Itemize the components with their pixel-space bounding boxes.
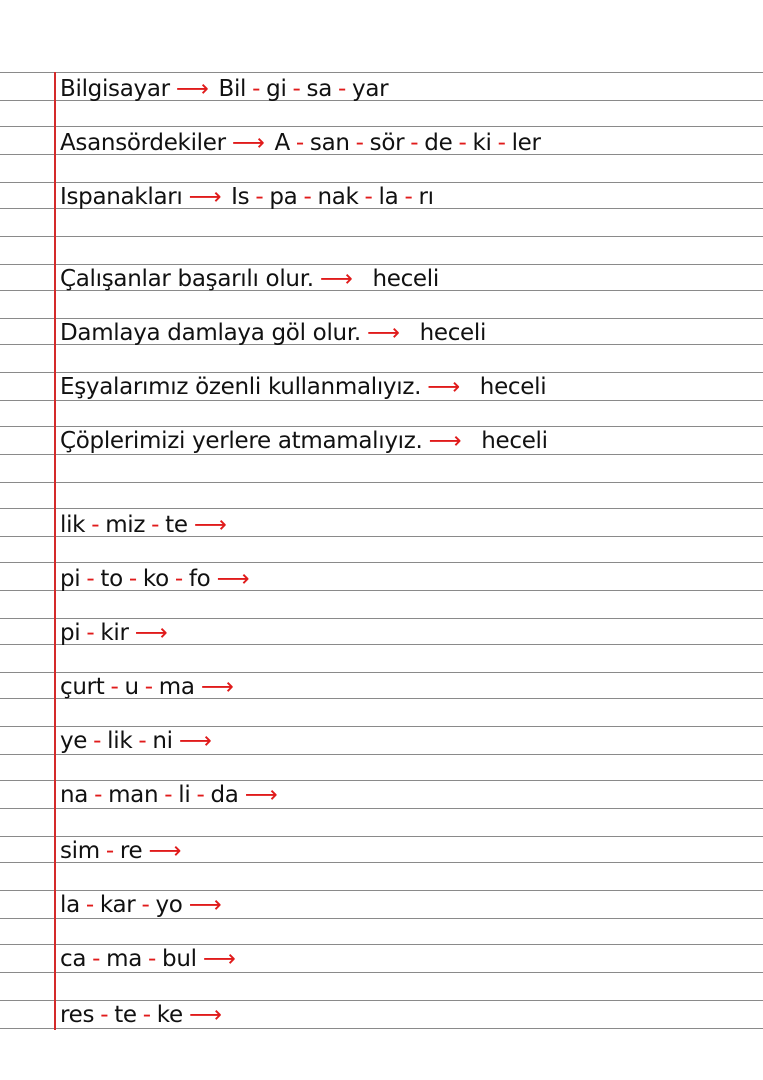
syllable: u bbox=[124, 674, 139, 700]
arrow-icon: ⟶ bbox=[244, 782, 278, 808]
syllable: de bbox=[424, 130, 453, 156]
word-row bbox=[60, 128, 541, 158]
syllable-dash: - bbox=[100, 1002, 109, 1028]
sentence-row bbox=[60, 372, 546, 402]
syllable-dash: - bbox=[151, 512, 160, 538]
syllable: miz bbox=[105, 512, 146, 538]
syllable: gi bbox=[266, 76, 287, 102]
arrow-icon: ⟶ bbox=[193, 512, 227, 538]
sentence-row bbox=[60, 318, 486, 348]
syllable: rı bbox=[418, 184, 434, 210]
sentence-row bbox=[60, 264, 439, 294]
syllable: kir bbox=[100, 620, 129, 646]
syllable-dash: - bbox=[196, 782, 205, 808]
syllable: fo bbox=[188, 566, 211, 592]
syllable: ler bbox=[511, 130, 541, 156]
syllable-dash: - bbox=[92, 946, 101, 972]
syllable: da bbox=[210, 782, 239, 808]
syllable-dash: - bbox=[105, 838, 114, 864]
syllable: sim bbox=[60, 838, 100, 864]
syllable: lik bbox=[60, 512, 86, 538]
scrambled-row bbox=[60, 672, 243, 702]
arrow-icon: ⟶ bbox=[202, 946, 236, 972]
ruled-line bbox=[0, 482, 763, 483]
syllable: res bbox=[60, 1002, 95, 1028]
syllable: nak bbox=[317, 184, 359, 210]
arrow-icon: ⟶ bbox=[148, 838, 182, 864]
syllable: çurt bbox=[60, 674, 105, 700]
syllable: san bbox=[309, 130, 350, 156]
scrambled-row bbox=[60, 726, 221, 756]
word-row bbox=[60, 74, 388, 104]
ruled-line bbox=[0, 126, 763, 127]
syllable-dash: - bbox=[295, 130, 304, 156]
syllable: ke bbox=[156, 1002, 183, 1028]
syllable-dash: - bbox=[85, 892, 94, 918]
syllable-dash: - bbox=[404, 184, 413, 210]
ruled-line bbox=[0, 72, 763, 73]
syllable: te bbox=[114, 1002, 137, 1028]
syllable: sa bbox=[306, 76, 333, 102]
syllable: Is bbox=[231, 184, 250, 210]
syllable: ye bbox=[60, 728, 88, 754]
heceli-label: heceli bbox=[372, 266, 439, 292]
syllable: na bbox=[60, 782, 89, 808]
syllable: lik bbox=[107, 728, 133, 754]
scrambled-row bbox=[60, 618, 177, 648]
syllable-dash: - bbox=[458, 130, 467, 156]
arrow-icon: ⟶ bbox=[178, 728, 212, 754]
arrow-icon: ⟶ bbox=[188, 1002, 222, 1028]
syllable: bul bbox=[162, 946, 197, 972]
syllable-dash: - bbox=[410, 130, 419, 156]
syllable-dash: - bbox=[144, 674, 153, 700]
syllable: Bil bbox=[218, 76, 247, 102]
sentence-text: Çöplerimizi yerlere atmamalıyız. bbox=[60, 428, 423, 454]
syllable-dash: - bbox=[338, 76, 347, 102]
heceli-label: heceli bbox=[419, 320, 487, 346]
arrow-icon: ⟶ bbox=[188, 184, 222, 210]
syllable-dash: - bbox=[86, 566, 95, 592]
syllable-dash: - bbox=[164, 782, 173, 808]
syllable: yar bbox=[352, 76, 389, 102]
scrambled-row bbox=[60, 780, 287, 810]
syllable: sör bbox=[369, 130, 405, 156]
syllable-dash: - bbox=[364, 184, 373, 210]
syllable-dash: - bbox=[93, 728, 102, 754]
syllable-dash: - bbox=[303, 184, 312, 210]
ruled-line bbox=[0, 562, 763, 563]
margin-line bbox=[54, 72, 56, 1030]
syllable: pi bbox=[60, 620, 81, 646]
syllable: li bbox=[178, 782, 191, 808]
scrambled-row bbox=[60, 944, 245, 974]
syllable-dash: - bbox=[138, 728, 147, 754]
syllable: la bbox=[378, 184, 399, 210]
syllable-dash: - bbox=[355, 130, 364, 156]
syllable: re bbox=[119, 838, 143, 864]
sentence-text: Çalışanlar başarılı olur. bbox=[60, 266, 314, 292]
syllable: pa bbox=[269, 184, 298, 210]
syllable-dash: - bbox=[292, 76, 301, 102]
syllable: to bbox=[100, 566, 123, 592]
arrow-icon: ⟶ bbox=[366, 320, 400, 346]
syllable: A bbox=[274, 130, 290, 156]
syllable: ni bbox=[152, 728, 173, 754]
heceli-label: heceli bbox=[479, 374, 547, 400]
arrow-icon: ⟶ bbox=[231, 130, 265, 156]
syllable-dash: - bbox=[94, 782, 103, 808]
syllable-dash: - bbox=[148, 946, 157, 972]
syllable: man bbox=[108, 782, 159, 808]
syllable: ma bbox=[158, 674, 195, 700]
syllable: ca bbox=[60, 946, 87, 972]
word-text: Ispanakları bbox=[60, 184, 183, 210]
syllable-dash: - bbox=[142, 1002, 151, 1028]
syllable-dash: - bbox=[91, 512, 100, 538]
sentence-text: Damlaya damlaya göl olur. bbox=[60, 320, 361, 346]
heceli-label: heceli bbox=[481, 428, 548, 454]
arrow-icon: ⟶ bbox=[216, 566, 250, 592]
sentence-row bbox=[60, 426, 548, 456]
arrow-icon: ⟶ bbox=[200, 674, 234, 700]
syllable: la bbox=[60, 892, 80, 918]
ruled-line bbox=[0, 508, 763, 509]
syllable-dash: - bbox=[141, 892, 150, 918]
arrow-icon: ⟶ bbox=[134, 620, 168, 646]
scrambled-row bbox=[60, 1000, 232, 1030]
arrow-icon: ⟶ bbox=[428, 428, 462, 454]
scrambled-row bbox=[60, 510, 236, 540]
syllable: pi bbox=[60, 566, 81, 592]
scrambled-row bbox=[60, 890, 231, 920]
word-text: Bilgisayar bbox=[60, 76, 170, 102]
word-text: Asansördekiler bbox=[60, 130, 226, 156]
syllable: ki bbox=[472, 130, 492, 156]
arrow-icon: ⟶ bbox=[188, 892, 222, 918]
syllable: kar bbox=[99, 892, 136, 918]
arrow-icon: ⟶ bbox=[319, 266, 353, 292]
sentence-text: Eşyalarımız özenli kullanmalıyız. bbox=[60, 374, 422, 400]
arrow-icon: ⟶ bbox=[427, 374, 460, 400]
arrow-icon: ⟶ bbox=[175, 76, 209, 102]
word-row bbox=[60, 182, 434, 212]
syllable: ma bbox=[106, 946, 143, 972]
syllable-dash: - bbox=[497, 130, 506, 156]
syllable: yo bbox=[155, 892, 183, 918]
syllable-dash: - bbox=[110, 674, 119, 700]
syllable-dash: - bbox=[86, 620, 95, 646]
syllable-dash: - bbox=[255, 184, 264, 210]
ruled-line bbox=[0, 236, 763, 237]
syllable-dash: - bbox=[174, 566, 183, 592]
scrambled-row bbox=[60, 564, 259, 594]
scrambled-row bbox=[60, 836, 191, 866]
syllable-dash: - bbox=[252, 76, 261, 102]
syllable: ko bbox=[142, 566, 169, 592]
syllable: te bbox=[165, 512, 188, 538]
syllable-dash: - bbox=[128, 566, 137, 592]
